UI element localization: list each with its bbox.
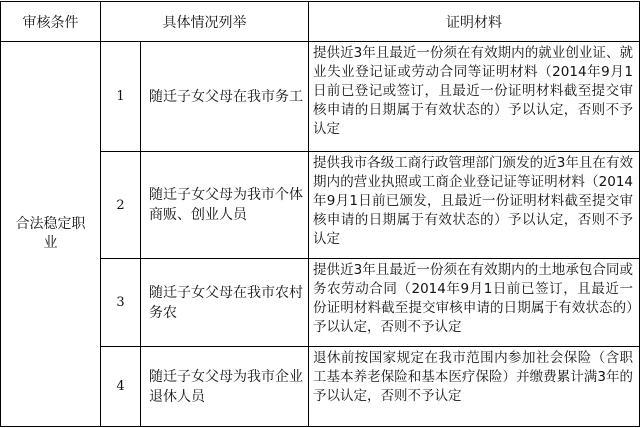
material-cell	[309, 42, 639, 151]
condition-cell	[1, 42, 100, 426]
material-cell	[309, 259, 639, 346]
situation-text: 随迁子女父母为我市企业退休人员	[149, 368, 303, 405]
material-text: 退休前按国家规定在我市范围内参加社会保险（含职工基本养老保险和基本医疗保险）并缴费累计满3年的予以认定，否则不予认定	[313, 350, 633, 404]
situation-text: 随迁子女父母在我市务工	[149, 88, 303, 105]
header-material: 证明材料	[446, 14, 502, 31]
row-number: 1	[116, 89, 125, 104]
situation-cell	[141, 347, 308, 426]
row-number: 2	[116, 197, 125, 213]
condition-label: 合法稳定职业	[15, 216, 86, 251]
material-text: 提供近3年且最近一份须在有效期内的就业创业证、就业失业登记证或劳动合同等证明材料（2014年9月1日前已登记或签订，且最近一份证明材料截至提交审核申请的日期属于有效状态的）予以认定，否则不予认定	[313, 45, 633, 137]
situation-cell	[141, 152, 308, 258]
material-text: 提供我市各级工商行政管理部门颁发的近3年且在有效期内的营业执照或工商企业登记证等证明材料（2014年9月1日前已颁发，且最近一份证明材料截至提交审核申请的日期属于有效状态的）予以认定，否则不予认定	[313, 155, 633, 247]
row-number: 3	[116, 295, 125, 310]
material-text: 提供近3年且最近一份须在有效期内的土地承包合同或务农劳动合同（2014年9月1日前已签订，且最近一份证明材料截至提交审核申请的日期属于有效状态的）予以认定，否则不予认定	[313, 262, 633, 335]
material-cell	[309, 347, 639, 426]
table-border-bottom	[0, 426, 640, 427]
situation-text: 随迁子女父母为我市个体商贩、创业人员	[149, 187, 303, 223]
header-condition: 审核条件	[22, 14, 79, 31]
situation-cell	[141, 259, 308, 346]
header-situation: 具体情况列举	[162, 14, 247, 31]
row-number: 4	[116, 379, 125, 394]
situation-cell	[141, 42, 308, 151]
situation-text: 随迁子女父母在我市农村务农	[149, 284, 303, 321]
material-cell	[309, 152, 639, 258]
